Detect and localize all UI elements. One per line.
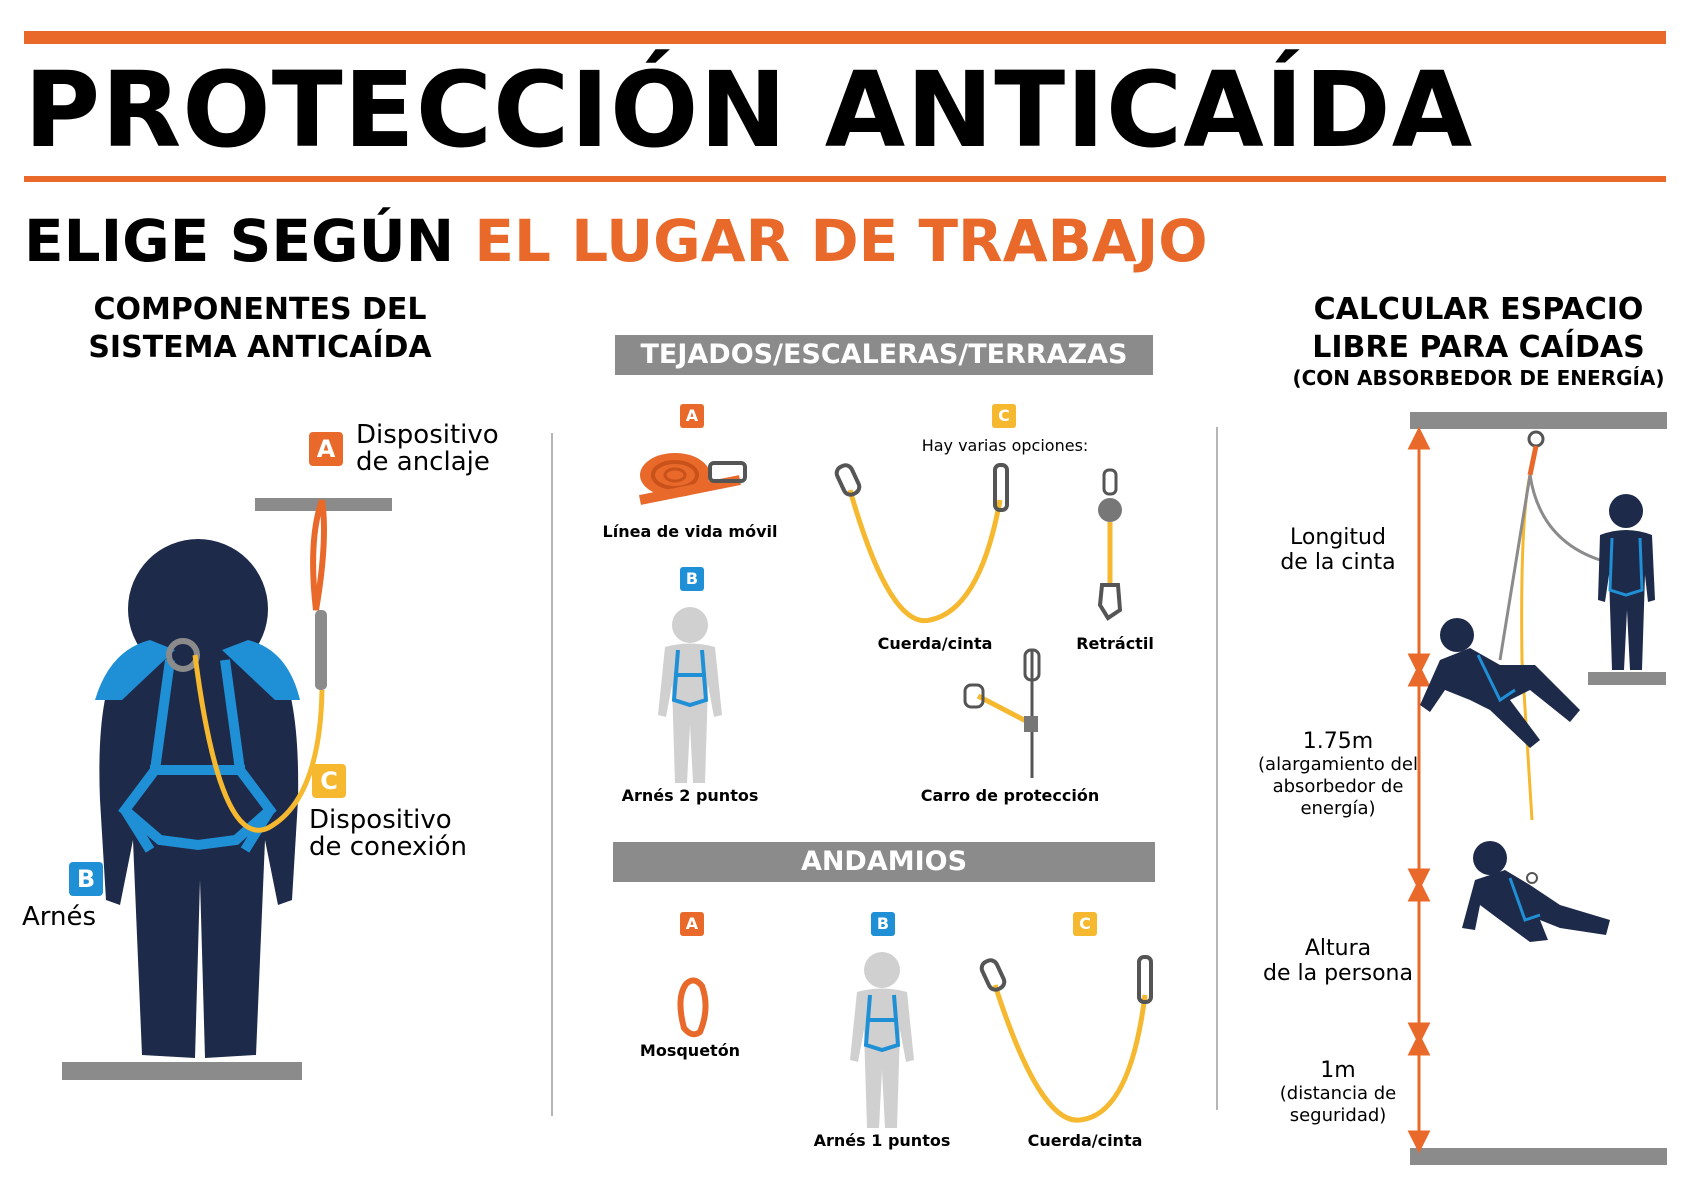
option-lanyard-caption: Cuerda/cinta — [877, 634, 993, 653]
harness-label: Arnés — [22, 902, 97, 932]
segment-absorber-extension — [1248, 729, 1428, 820]
segment-3-line2: de la persona — [1263, 961, 1413, 986]
anchor-device-line1: Dispositivo — [356, 420, 499, 450]
calc-heading-line1: CALCULAR ESPACIO — [1313, 292, 1644, 327]
segment-1-line1: Longitud — [1290, 525, 1386, 550]
lifeline-caption: Línea de vida móvil — [602, 522, 778, 541]
connection-device-line2: de conexión — [309, 832, 467, 862]
badge-a: A — [309, 432, 343, 466]
carabiner-caption: Mosquetón — [639, 1041, 741, 1060]
subtitle-part2: EL LUGAR DE TRABAJO — [474, 207, 1208, 275]
andamios-badge-a: A — [680, 912, 704, 936]
page-title: PROTECCIÓN ANTICAÍDA — [24, 49, 1474, 171]
badge-b: B — [69, 862, 103, 896]
andamios-lanyard-caption: Cuerda/cinta — [1027, 1131, 1143, 1150]
andamios-badge-c: C — [1073, 912, 1097, 936]
segment-4-line1: 1m — [1320, 1058, 1356, 1083]
badge-c: C — [312, 764, 346, 798]
tejados-badge-b: B — [680, 567, 704, 591]
calc-heading-note: (CON ABSORBEDOR DE ENERGÍA) — [1292, 366, 1665, 390]
segment-safety-distance — [1248, 1058, 1428, 1127]
segment-lanyard-length — [1248, 525, 1428, 575]
tejados-badge-a: A — [680, 404, 704, 428]
harness-2-caption: Arnés 2 puntos — [621, 786, 759, 805]
segment-person-height — [1248, 936, 1428, 986]
option-trolley-caption: Carro de protección — [920, 786, 1100, 805]
options-note: Hay varias opciones: — [921, 436, 1089, 455]
tejados-band: TEJADOS/ESCALERAS/TERRAZAS — [615, 335, 1153, 375]
segment-2-note: (alargamiento del absorbedor de energía) — [1258, 754, 1418, 819]
segment-3-line1: Altura — [1304, 936, 1372, 961]
harness-1-caption: Arnés 1 puntos — [813, 1131, 951, 1150]
components-heading-line2: SISTEMA ANTICAÍDA — [88, 330, 432, 365]
tejados-badge-c: C — [992, 404, 1016, 428]
components-heading-line1: COMPONENTES DEL — [93, 292, 427, 327]
segment-1-line2: de la cinta — [1280, 550, 1396, 575]
segment-4-note: (distancia de seguridad) — [1279, 1083, 1397, 1126]
andamios-badge-b: B — [871, 912, 895, 936]
andamios-band: ANDAMIOS — [613, 842, 1155, 882]
connection-device-line1: Dispositivo — [309, 805, 452, 835]
calc-heading-line2: LIBRE PARA CAÍDAS — [1312, 330, 1645, 365]
option-retractable-caption: Retráctil — [1076, 634, 1154, 653]
segment-2-line1: 1.75m — [1302, 729, 1374, 754]
anchor-device-line2: de anclaje — [356, 447, 490, 477]
subtitle-part1: ELIGE SEGÚN — [24, 207, 455, 275]
